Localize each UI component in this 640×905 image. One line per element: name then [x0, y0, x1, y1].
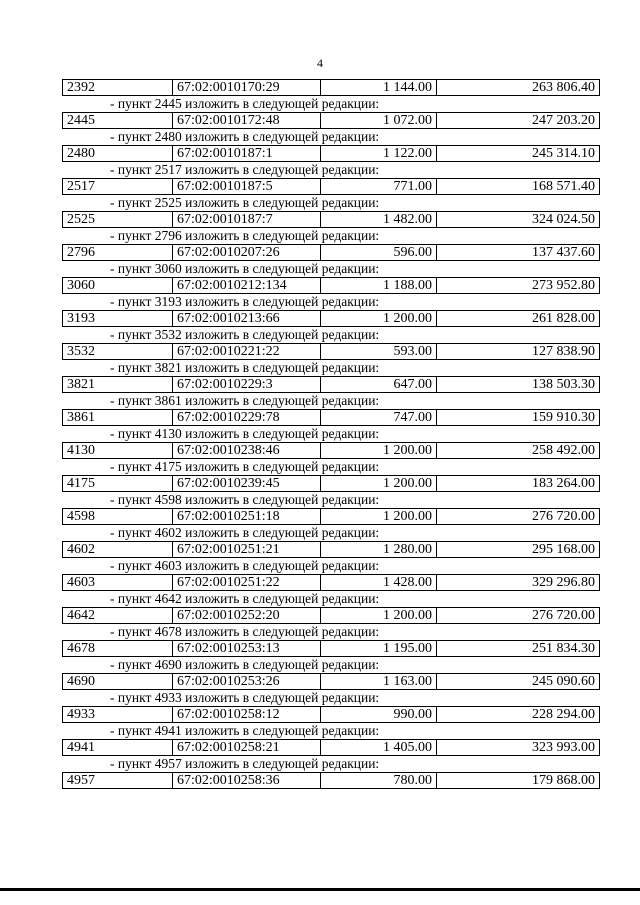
- item-number-cell: 4941: [63, 740, 173, 755]
- amendment-caption: - пункт 3821 изложить в следующей редакции:: [110, 360, 380, 375]
- amendment-caption: - пункт 3193 изложить в следующей редакции:: [110, 294, 380, 309]
- table-row: [62, 112, 600, 129]
- list-item: [62, 624, 600, 657]
- item-number-cell: 4602: [63, 542, 173, 557]
- table-row: [62, 772, 600, 789]
- bottom-rule: [0, 888, 640, 891]
- area-cell: 1 405.00: [321, 740, 437, 755]
- table-row: [62, 409, 600, 426]
- amendment-caption: - пункт 3532 изложить в следующей редакции:: [110, 327, 380, 342]
- amendment-caption: - пункт 2480 изложить в следующей редакции:: [110, 129, 380, 144]
- amendment-caption: - пункт 2796 изложить в следующей редакции:: [110, 228, 380, 243]
- list-item: [62, 591, 600, 624]
- amendment-caption: - пункт 4598 изложить в следующей редакции:: [110, 492, 380, 507]
- item-number-cell: 4690: [63, 674, 173, 689]
- table-row: [62, 541, 600, 558]
- list-item: [62, 261, 600, 294]
- amendment-caption: - пункт 4175 изложить в следующей редакции:: [110, 459, 380, 474]
- item-number-cell: 4957: [63, 773, 173, 788]
- cadastral-number-cell: 67:02:0010229:78: [173, 410, 321, 425]
- area-cell: 771.00: [321, 179, 437, 194]
- list-item: [62, 129, 600, 162]
- item-number-cell: 3821: [63, 377, 173, 392]
- cadastral-number-cell: 67:02:0010252:20: [173, 608, 321, 623]
- cadastral-number-cell: 67:02:0010253:26: [173, 674, 321, 689]
- area-cell: 1 200.00: [321, 476, 437, 491]
- table-row: [62, 79, 600, 96]
- item-number-cell: 2392: [63, 80, 173, 95]
- cadastral-number-cell: 67:02:0010238:46: [173, 443, 321, 458]
- amendment-caption: - пункт 2445 изложить в следующей редакции:: [110, 96, 380, 111]
- list-item: [62, 327, 600, 360]
- list-item: [62, 723, 600, 756]
- value-cell: 276 720.00: [532, 608, 595, 623]
- amendment-caption: - пункт 4642 изложить в следующей редакции:: [110, 591, 380, 606]
- amendment-caption: - пункт 3060 изложить в следующей редакции:: [110, 261, 380, 276]
- amendment-caption: - пункт 4602 изложить в следующей редакции:: [110, 525, 380, 540]
- table-row: [62, 244, 600, 261]
- cadastral-number-cell: 67:02:0010187:1: [173, 146, 321, 161]
- value-cell: 261 828.00: [532, 311, 595, 326]
- list-item: [62, 294, 600, 327]
- list-item: [62, 162, 600, 195]
- value-cell: 323 993.00: [532, 740, 595, 755]
- value-cell: 179 868.00: [532, 773, 595, 788]
- cadastral-number-cell: 67:02:0010170:29: [173, 80, 321, 95]
- item-number-cell: 3861: [63, 410, 173, 425]
- amendment-caption: - пункт 4933 изложить в следующей редакции:: [110, 690, 380, 705]
- item-number-cell: 4933: [63, 707, 173, 722]
- table-row: [62, 145, 600, 162]
- value-cell: 168 571.40: [532, 179, 595, 194]
- amendment-caption: - пункт 4941 изложить в следующей редакции:: [110, 723, 380, 738]
- table-row: [62, 211, 600, 228]
- cadastral-number-cell: 67:02:0010253:13: [173, 641, 321, 656]
- item-number-cell: 2796: [63, 245, 173, 260]
- table-row: [62, 706, 600, 723]
- amendment-caption: - пункт 4130 изложить в следующей редакции:: [110, 426, 380, 441]
- page-number: 4: [317, 56, 323, 70]
- amendment-caption: - пункт 2525 изложить в следующей редакции:: [110, 195, 380, 210]
- table-row: [62, 178, 600, 195]
- table-row: [62, 739, 600, 756]
- amendment-caption: - пункт 2517 изложить в следующей редакции:: [110, 162, 380, 177]
- cadastral-number-cell: 67:02:0010251:18: [173, 509, 321, 524]
- list-item: [62, 459, 600, 492]
- list-item: [62, 657, 600, 690]
- area-cell: 593.00: [321, 344, 437, 359]
- value-cell: 263 806.40: [532, 80, 595, 95]
- list-item: [62, 360, 600, 393]
- document-body: [62, 79, 600, 789]
- area-cell: 1 163.00: [321, 674, 437, 689]
- area-cell: 647.00: [321, 377, 437, 392]
- value-cell: 324 024.50: [532, 212, 595, 227]
- table-row: [62, 343, 600, 360]
- value-cell: 159 910.30: [532, 410, 595, 425]
- area-cell: 747.00: [321, 410, 437, 425]
- cadastral-number-cell: 67:02:0010207:26: [173, 245, 321, 260]
- area-cell: 1 072.00: [321, 113, 437, 128]
- value-cell: 138 503.30: [532, 377, 595, 392]
- table-row: [62, 508, 600, 525]
- amendment-caption: - пункт 4603 изложить в следующей редакции:: [110, 558, 380, 573]
- area-cell: 1 195.00: [321, 641, 437, 656]
- amendment-caption: - пункт 4678 изложить в следующей редакции:: [110, 624, 380, 639]
- list-item: [62, 195, 600, 228]
- value-cell: 329 296.80: [532, 575, 595, 590]
- value-cell: 228 294.00: [532, 707, 595, 722]
- table-row: [62, 673, 600, 690]
- item-number-cell: 4598: [63, 509, 173, 524]
- cadastral-number-cell: 67:02:0010212:134: [173, 278, 321, 293]
- table-row: [62, 277, 600, 294]
- item-number-cell: 2525: [63, 212, 173, 227]
- table-row: [62, 640, 600, 657]
- item-number-cell: 2445: [63, 113, 173, 128]
- area-cell: 780.00: [321, 773, 437, 788]
- item-number-cell: 3193: [63, 311, 173, 326]
- area-cell: 1 200.00: [321, 509, 437, 524]
- table-row: [62, 475, 600, 492]
- cadastral-number-cell: 67:02:0010251:21: [173, 542, 321, 557]
- value-cell: 258 492.00: [532, 443, 595, 458]
- area-cell: 1 144.00: [321, 80, 437, 95]
- list-item: [62, 558, 600, 591]
- table-row: [62, 607, 600, 624]
- item-number-cell: 4678: [63, 641, 173, 656]
- area-cell: 1 122.00: [321, 146, 437, 161]
- table-row: [62, 442, 600, 459]
- table-row: [62, 574, 600, 591]
- list-item: [62, 492, 600, 525]
- list-item: [62, 393, 600, 426]
- cadastral-number-cell: 67:02:0010239:45: [173, 476, 321, 491]
- cadastral-number-cell: 67:02:0010221:22: [173, 344, 321, 359]
- amendment-caption: - пункт 3861 изложить в следующей редакции:: [110, 393, 380, 408]
- item-number-cell: 4642: [63, 608, 173, 623]
- area-cell: 1 200.00: [321, 443, 437, 458]
- cadastral-number-cell: 67:02:0010187:5: [173, 179, 321, 194]
- item-number-cell: 4130: [63, 443, 173, 458]
- value-cell: 137 437.60: [532, 245, 595, 260]
- value-cell: 183 264.00: [532, 476, 595, 491]
- value-cell: 245 314.10: [532, 146, 595, 161]
- list-item: [62, 756, 600, 789]
- cadastral-number-cell: 67:02:0010187:7: [173, 212, 321, 227]
- value-cell: 276 720.00: [532, 509, 595, 524]
- area-cell: 1 280.00: [321, 542, 437, 557]
- table-row: [62, 376, 600, 393]
- area-cell: 990.00: [321, 707, 437, 722]
- cadastral-number-cell: 67:02:0010213:66: [173, 311, 321, 326]
- cadastral-number-cell: 67:02:0010229:3: [173, 377, 321, 392]
- item-number-cell: 2517: [63, 179, 173, 194]
- cadastral-number-cell: 67:02:0010258:21: [173, 740, 321, 755]
- item-number-cell: 2480: [63, 146, 173, 161]
- area-cell: 1 428.00: [321, 575, 437, 590]
- table-row: [62, 310, 600, 327]
- list-item: [62, 690, 600, 723]
- value-cell: 127 838.90: [532, 344, 595, 359]
- list-item: [62, 96, 600, 129]
- list-item: [62, 426, 600, 459]
- cadastral-number-cell: 67:02:0010258:12: [173, 707, 321, 722]
- area-cell: 1 200.00: [321, 608, 437, 623]
- item-number-cell: 4603: [63, 575, 173, 590]
- area-cell: 596.00: [321, 245, 437, 260]
- item-number-cell: 3060: [63, 278, 173, 293]
- value-cell: 251 834.30: [532, 641, 595, 656]
- value-cell: 245 090.60: [532, 674, 595, 689]
- value-cell: 295 168.00: [532, 542, 595, 557]
- item-number-cell: 3532: [63, 344, 173, 359]
- list-item: [62, 525, 600, 558]
- amendment-caption: - пункт 4690 изложить в следующей редакции:: [110, 657, 380, 672]
- area-cell: 1 200.00: [321, 311, 437, 326]
- area-cell: 1 188.00: [321, 278, 437, 293]
- item-number-cell: 4175: [63, 476, 173, 491]
- cadastral-number-cell: 67:02:0010251:22: [173, 575, 321, 590]
- area-cell: 1 482.00: [321, 212, 437, 227]
- value-cell: 247 203.20: [532, 113, 595, 128]
- value-cell: 273 952.80: [532, 278, 595, 293]
- cadastral-number-cell: 67:02:0010258:36: [173, 773, 321, 788]
- amendment-caption: - пункт 4957 изложить в следующей редакции:: [110, 756, 380, 771]
- cadastral-number-cell: 67:02:0010172:48: [173, 113, 321, 128]
- list-item: [62, 228, 600, 261]
